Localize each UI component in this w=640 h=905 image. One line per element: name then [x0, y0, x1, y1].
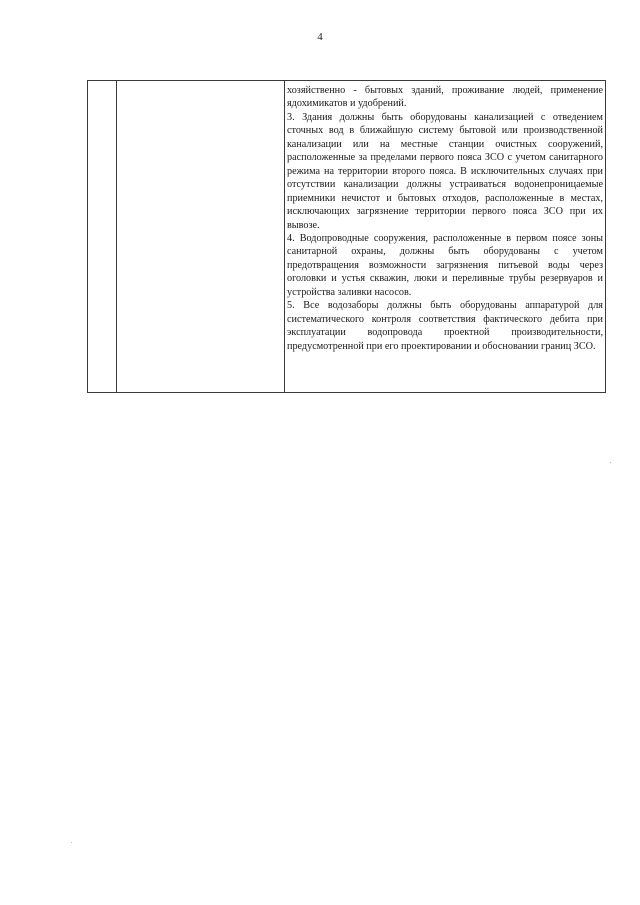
requirement-paragraph: 4. Водопроводные сооружения, расположенные в первом поясе зоны санитарной охраны, должны быть оборудованы с учетом предотвращения возможности загрязнения питьевой воды через оголовки и устья скважин, люки и переливные трубы резервуаров и устройства заливки насосов. [287, 232, 603, 298]
table-cell-requirements [287, 84, 603, 353]
requirement-paragraph: 3. Здания должны быть оборудованы канализацией с отведением сточных вод в ближайшую систему бытовой или производственной канализации или на местные станции очистных сооружений, расположенные за пределами первого пояса ЗСО с учетом санитарного режима на территории второго пояса. В исключительных случаях при отсутствии канализации должны устраиваться водонепроницаемые приемники нечистот и бытовых отходов, расположенные в местах, исключающих загрязнение территории первого пояса ЗСО при их вывозе. [287, 111, 603, 231]
scan-speck [71, 842, 72, 843]
requirement-paragraph: хозяйственно - бытовых зданий, проживание людей, применение ядохимикатов и удобрений. [287, 85, 603, 110]
scan-speck [610, 462, 611, 463]
table-column-divider-2 [284, 81, 285, 392]
table-column-divider-1 [116, 81, 117, 392]
requirement-paragraph: 5. Все водозаборы должны быть оборудованы аппаратурой для систематического контроля соответствия фактического дебита при эксплуатации водопровода проектной производительности, предусмотренной при его проектировании и обосновании границ ЗСО. [287, 300, 603, 352]
regulations-table [87, 80, 606, 393]
page-number: 4 [317, 31, 323, 43]
